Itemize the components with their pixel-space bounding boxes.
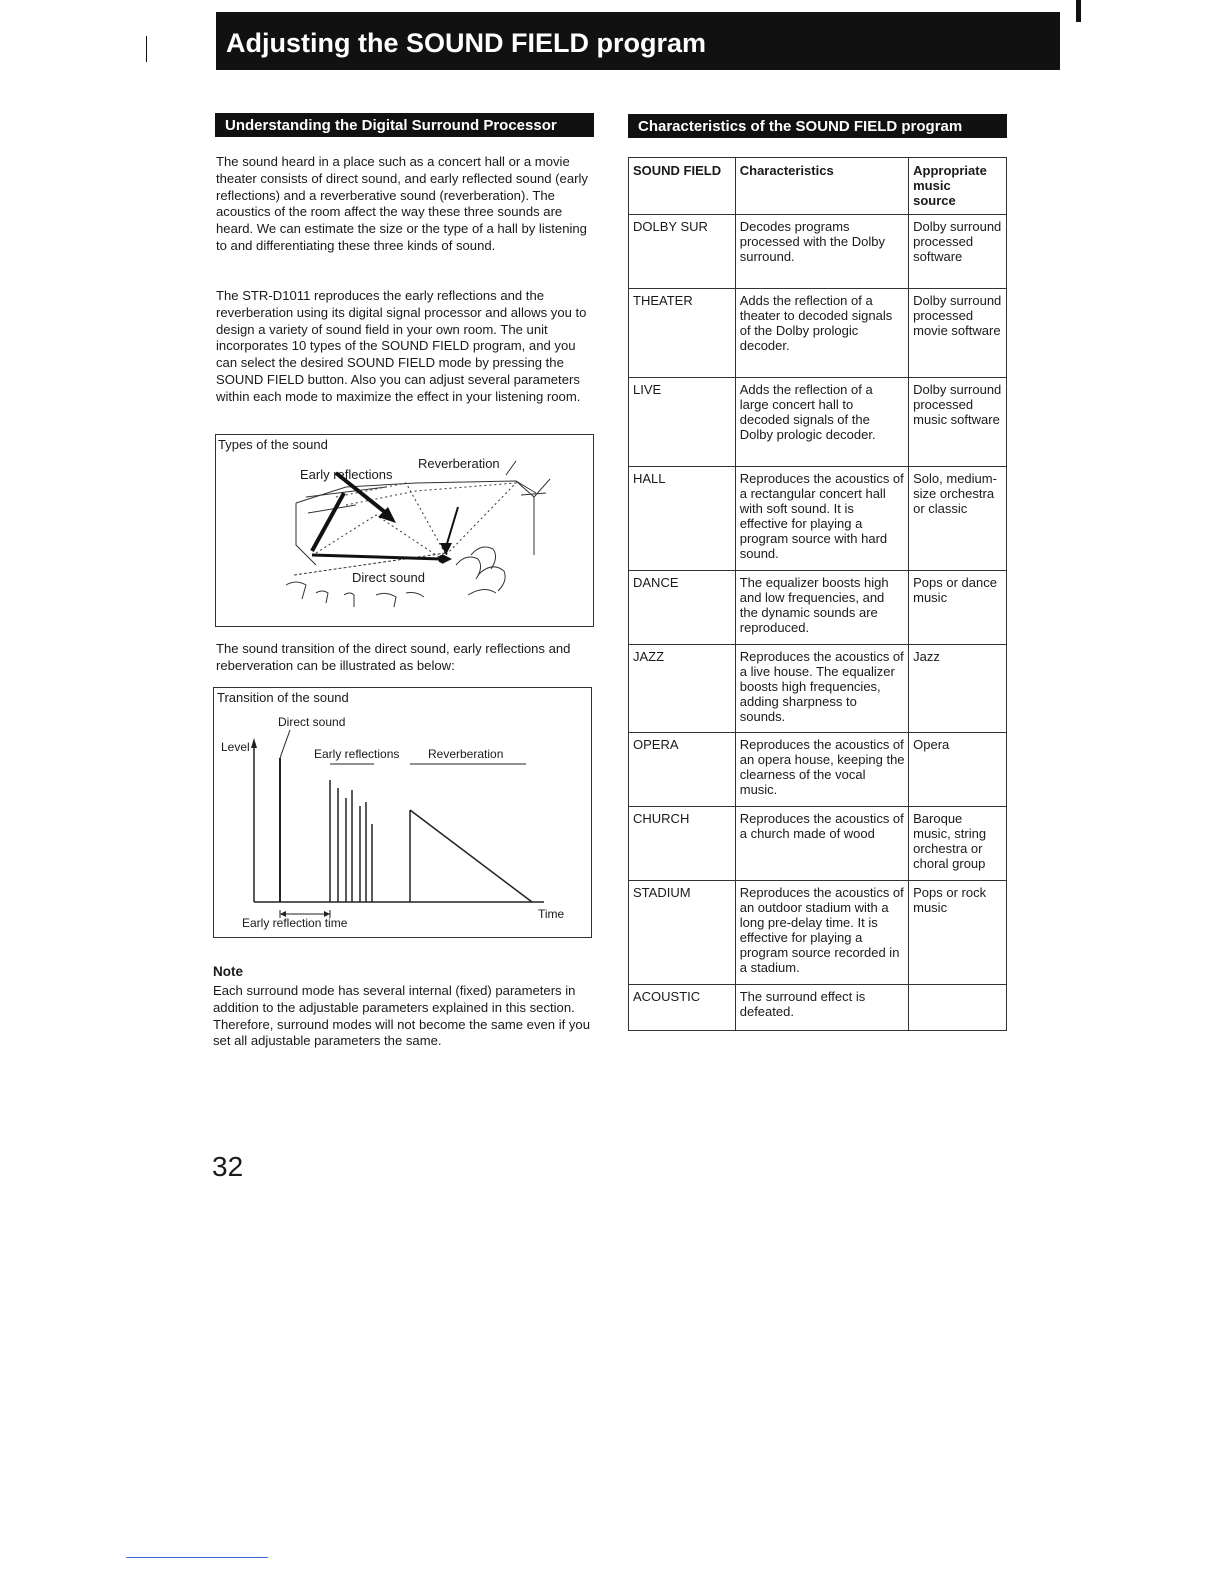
- header-characteristics: Characteristics: [735, 158, 908, 215]
- direct-sound-label: Direct sound: [352, 570, 425, 585]
- table-row: [629, 467, 1007, 571]
- reverberation-label: Reverberation: [418, 456, 500, 471]
- cell-characteristics: Decodes programs processed with the Dolby surround.: [735, 215, 908, 289]
- figure-types-of-sound: [215, 434, 594, 627]
- cell-sound-field: CHURCH: [629, 807, 736, 881]
- cell-sound-field: STADIUM: [629, 881, 736, 985]
- early-reflections-label: Early reflections: [300, 467, 393, 482]
- page-title: Adjusting the SOUND FIELD program: [226, 28, 707, 58]
- cell-sound-field: DANCE: [629, 571, 736, 645]
- cell-sound-field: JAZZ: [629, 645, 736, 733]
- cell-music-source: Dolby surround processed software: [909, 215, 1007, 289]
- cell-music-source: Dolby surround processed music software: [909, 378, 1007, 467]
- figure-title: Types of the sound: [218, 437, 328, 452]
- processor-paragraph: The STR-D1011 reproduces the early reflections and the reverberation using its digital signal processor and allows you to design a variety of sound field in your own room. The unit incorporates 10 types of the SOUND FIELD program, and you can select the desired SOUND FIELD mode by pressing the SOUND FIELD button. Also you can adjust several parameters within each mode to maximize the effect in your listening room.: [216, 288, 587, 404]
- cell-characteristics: Reproduces the acoustics of a rectangular concert hall with soft sound. It is effective for playing a program source with hard sound.: [735, 467, 908, 571]
- header-sound-field: SOUND FIELD: [629, 158, 736, 215]
- page-title-bar: [216, 12, 1060, 70]
- note-text: Each surround mode has several internal (fixed) parameters in addition to the adjustable parameters explained in this section. Therefore, surround modes will not become the same even if you set all adjustable parameters the same.: [213, 983, 591, 1049]
- cell-sound-field: DOLBY SUR: [629, 215, 736, 289]
- header-music-source: Appropriate music source: [909, 158, 1007, 215]
- cell-characteristics: Adds the reflection of a theater to decoded signals of the Dolby prologic decoder.: [735, 289, 908, 378]
- cell-sound-field: ACOUSTIC: [629, 985, 736, 1031]
- note-title: Note: [213, 964, 243, 979]
- figure-title: Transition of the sound: [217, 690, 349, 705]
- cell-music-source: [909, 985, 1007, 1031]
- cell-sound-field: HALL: [629, 467, 736, 571]
- table-row: [629, 571, 1007, 645]
- cell-music-source: Pops or rock music: [909, 881, 1007, 985]
- table-row: [629, 807, 1007, 881]
- page-edge-mark: [1076, 0, 1081, 22]
- cell-music-source: Pops or dance music: [909, 571, 1007, 645]
- cell-characteristics: Reproduces the acoustics of a live house. The equalizer boosts high frequencies, adding sharpness to sounds.: [735, 645, 908, 733]
- intro-paragraph: The sound heard in a place such as a concert hall or a movie theater consists of direct sound, and early reflected sound (early reflections) and a reverberative sound (reverberation). The acoustics of the room affect the way these three sounds are heard. We can estimate the size or the type of a hall by listening to and differentiating these three kinds of sound.: [216, 154, 588, 253]
- table-row: [629, 215, 1007, 289]
- table-row: [629, 985, 1007, 1031]
- reverberation-label: Reverberation: [428, 747, 504, 761]
- cell-characteristics: Adds the reflection of a large concert hall to decoded signals of the Dolby prologic decoder.: [735, 378, 908, 467]
- level-axis-label: Level: [221, 740, 250, 754]
- table-row: [629, 289, 1007, 378]
- transition-graph: [214, 688, 591, 937]
- cell-characteristics: The surround effect is defeated.: [735, 985, 908, 1031]
- concert-hall-illustration: [216, 435, 593, 626]
- cell-music-source: Dolby surround processed movie software: [909, 289, 1007, 378]
- transition-paragraph: The sound transition of the direct sound, early reflections and reberveration can be illustrated as below:: [216, 641, 571, 673]
- cell-sound-field: LIVE: [629, 378, 736, 467]
- cell-music-source: Solo, medium-size orchestra or classic: [909, 467, 1007, 571]
- table-header-row: [629, 158, 1007, 215]
- sound-field-table: [628, 157, 1007, 1031]
- table-row: [629, 733, 1007, 807]
- cell-characteristics: Reproduces the acoustics of a church made of wood: [735, 807, 908, 881]
- cell-music-source: Baroque music, string orchestra or choral group: [909, 807, 1007, 881]
- cell-music-source: Opera: [909, 733, 1007, 807]
- cell-characteristics: Reproduces the acoustics of an opera house, keeping the clearness of the vocal music.: [735, 733, 908, 807]
- direct-sound-label: Direct sound: [278, 715, 346, 729]
- cell-music-source: Jazz: [909, 645, 1007, 733]
- table-row: [629, 378, 1007, 467]
- early-reflections-label: Early reflections: [314, 747, 400, 761]
- table-row: [629, 881, 1007, 985]
- table-row: [629, 645, 1007, 733]
- section-title-dsp: Understanding the Digital Surround Processor: [215, 113, 594, 137]
- page-number: 32: [212, 1151, 244, 1182]
- cell-sound-field: OPERA: [629, 733, 736, 807]
- figure-transition-of-sound: [213, 687, 592, 938]
- footer-rule: [126, 1557, 268, 1558]
- time-axis-label: Time: [538, 907, 565, 921]
- cell-sound-field: THEATER: [629, 289, 736, 378]
- section-title-characteristics: Characteristics of the SOUND FIELD program: [628, 114, 1007, 138]
- cell-characteristics: Reproduces the acoustics of an outdoor stadium with a long pre-delay time. It is effective for playing a program source recorded in a stadium.: [735, 881, 908, 985]
- margin-tick: [146, 36, 147, 62]
- early-reflection-time-label: Early reflection time: [242, 916, 348, 930]
- cell-characteristics: The equalizer boosts high and low frequencies, and the dynamic sounds are reproduced.: [735, 571, 908, 645]
